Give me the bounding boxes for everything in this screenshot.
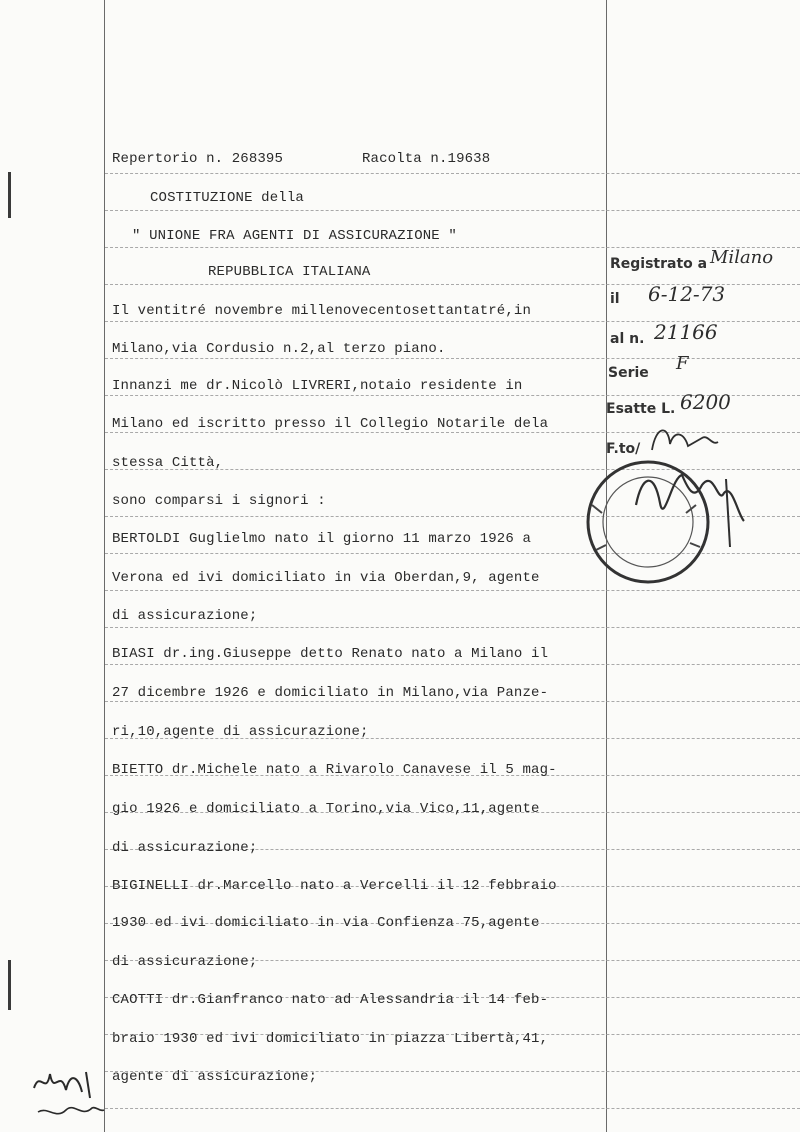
official-signature xyxy=(630,455,750,550)
ruled-line xyxy=(105,247,800,248)
body-line: BIASI dr.ing.Giuseppe detto Renato nato a Milano il xyxy=(112,646,549,662)
repertorio-number: Repertorio n. 268395 xyxy=(112,151,284,167)
ruled-line xyxy=(105,1108,800,1109)
body-line: BERTOLDI Guglielmo nato il giorno 11 marzo 1926 a xyxy=(112,531,532,547)
registrato-label: Registrato a xyxy=(610,256,708,272)
ruled-line xyxy=(105,701,800,702)
registrato-value: Milano xyxy=(710,247,774,268)
left-margin-line xyxy=(104,0,105,1132)
body-line: CAOTTI dr.Gianfranco nato ad Alessandria il 14 feb- xyxy=(112,992,549,1008)
body-line: di assicurazione; xyxy=(112,954,258,970)
ruled-line xyxy=(105,590,800,591)
hole-punch-mark xyxy=(8,172,11,218)
body-line: agente di assicurazione; xyxy=(112,1069,318,1085)
body-line: BIETTO dr.Michele nato a Rivarolo Canavese il 5 mag- xyxy=(112,762,557,778)
fto-label: F.to/ xyxy=(606,441,641,457)
al-n-label: al n. xyxy=(610,331,645,347)
body-line: 1930 ed ivi domiciliato in via Confienza 75,agente xyxy=(112,915,540,931)
ruled-line xyxy=(105,173,800,174)
body-line: Milano,via Cordusio n.2,al terzo piano. xyxy=(112,341,446,357)
hole-punch-mark xyxy=(8,960,11,1010)
il-value: 6-12-73 xyxy=(648,282,726,306)
title-line-1: COSTITUZIONE della xyxy=(150,190,304,206)
esatte-label: Esatte L. xyxy=(606,401,676,417)
body-line: di assicurazione; xyxy=(112,840,258,856)
body-line: Il ventitré novembre millenovecentosettantatré,in xyxy=(112,303,532,319)
body-line: braio 1930 ed ivi domiciliato in piazza Libertà,41, xyxy=(112,1031,549,1047)
raccolta-number: Racolta n.19638 xyxy=(362,151,491,167)
ruled-line xyxy=(105,358,800,359)
ruled-line xyxy=(105,664,800,665)
body-line: stessa Città, xyxy=(112,455,224,471)
body-line: sono comparsi i signori : xyxy=(112,493,326,509)
body-line: di assicurazione; xyxy=(112,608,258,624)
marginal-initials xyxy=(30,1062,110,1124)
serie-label: Serie xyxy=(608,365,649,381)
registrar-initials xyxy=(648,420,720,460)
il-label: il xyxy=(610,291,620,307)
title-line-2: " UNIONE FRA AGENTI DI ASSICURAZIONE " xyxy=(132,228,457,244)
ruled-line xyxy=(105,627,800,628)
body-line: ri,10,agente di assicurazione; xyxy=(112,724,369,740)
ruled-line xyxy=(105,210,800,211)
body-line: Verona ed ivi domiciliato in via Oberdan,9, agente xyxy=(112,570,540,586)
serie-value: F xyxy=(676,353,689,374)
al-n-value: 21166 xyxy=(654,320,718,344)
body-line: gio 1926 e domiciliato a Torino,via Vico,11,agente xyxy=(112,801,540,817)
body-line: Milano ed iscritto presso il Collegio Notarile dela xyxy=(112,416,549,432)
body-line: Innanzi me dr.Nicolò LIVRERI,notaio residente in xyxy=(112,378,523,394)
body-line: BIGINELLI dr.Marcello nato a Vercelli il 12 febbraio xyxy=(112,878,557,894)
body-line: 27 dicembre 1926 e domiciliato in Milano,via Panze- xyxy=(112,685,549,701)
title-line-3: REPUBBLICA ITALIANA xyxy=(208,264,371,280)
esatte-value: 6200 xyxy=(680,390,731,414)
